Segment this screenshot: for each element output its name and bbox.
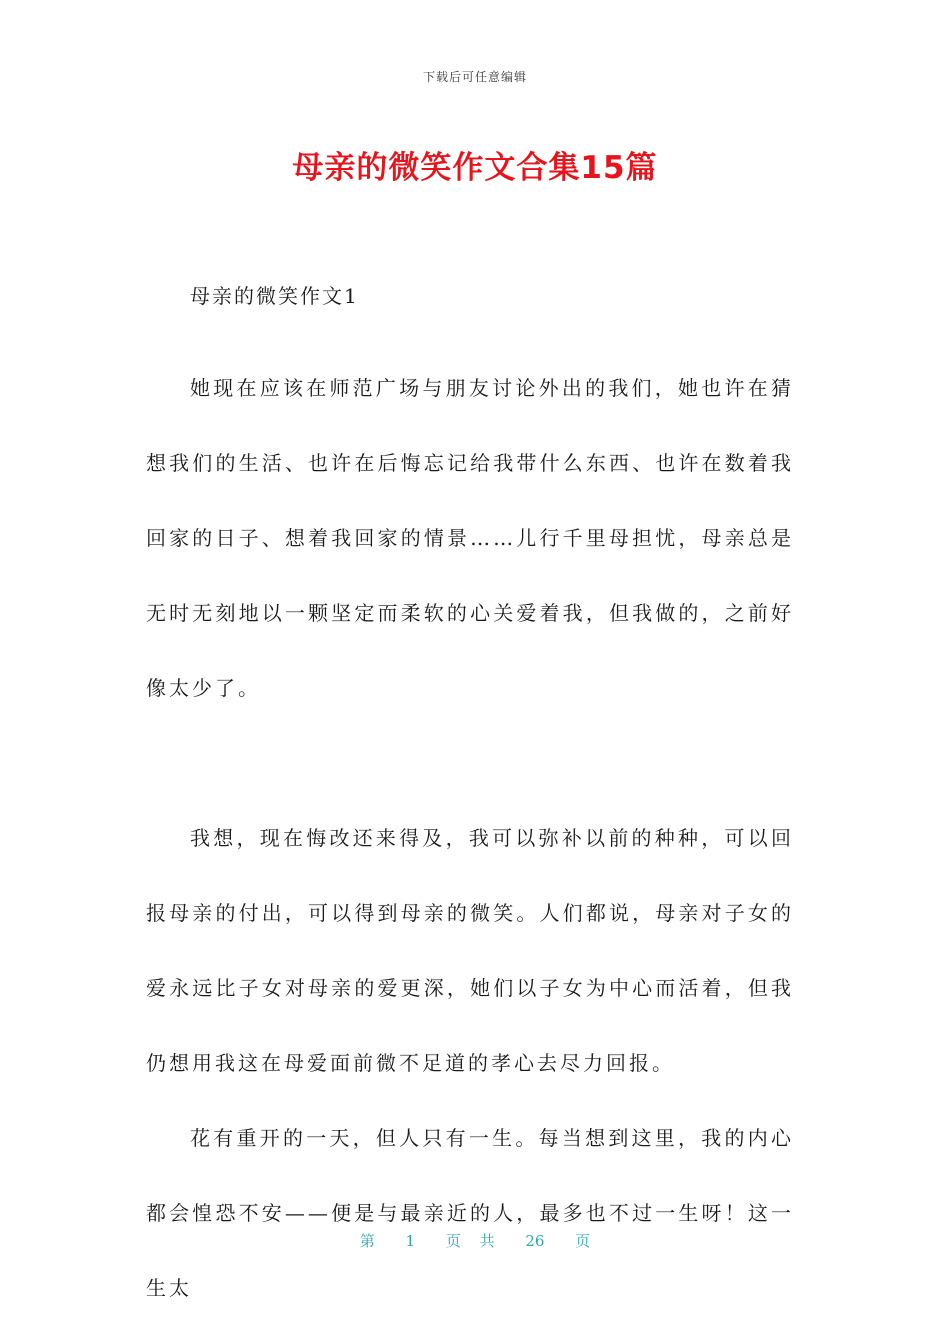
footer-current-page: 1 [405, 1232, 416, 1250]
paragraph-3: 花有重开的一天，但人只有一生。每当想到这里，我的内心都会惶恐不安——便是与最亲近的人，最多也不过一生呀！这一生太 [146, 1126, 794, 1300]
footer-prefix: 第 [359, 1232, 375, 1250]
document-title: 母亲的微笑作文合集15篇 [292, 150, 658, 186]
header-note: 下载后可任意编辑 [422, 70, 527, 84]
document-body [146, 278, 794, 1326]
page-footer [0, 1230, 950, 1251]
footer-middle: 页 共 [445, 1232, 495, 1250]
footer-suffix: 页 [575, 1232, 591, 1250]
footer-total-pages: 26 [525, 1232, 545, 1250]
paragraph-1: 她现在应该在师范广场与朋友讨论外出的我们，她也许在猜想我们的生活、也许在后悔忘记给我带什么东西、也许在数着我回家的日子、想着我回家的情景……儿行千里母担忧，母亲总是无时无刻地以一颗坚定而柔软的心关爱着我，但我做的，之前好像太少了。 [146, 376, 794, 700]
paragraph-2: 我想，现在悔改还来得及，我可以弥补以前的种种，可以回报母亲的付出，可以得到母亲的微笑。人们都说，母亲对子女的爱永远比子女对母亲的爱更深，她们以子女为中心而活着，但我仍想用我这在母爱面前微不足道的孝心去尽力回报。 [146, 826, 794, 1075]
section-heading: 母亲的微笑作文1 [190, 284, 359, 308]
